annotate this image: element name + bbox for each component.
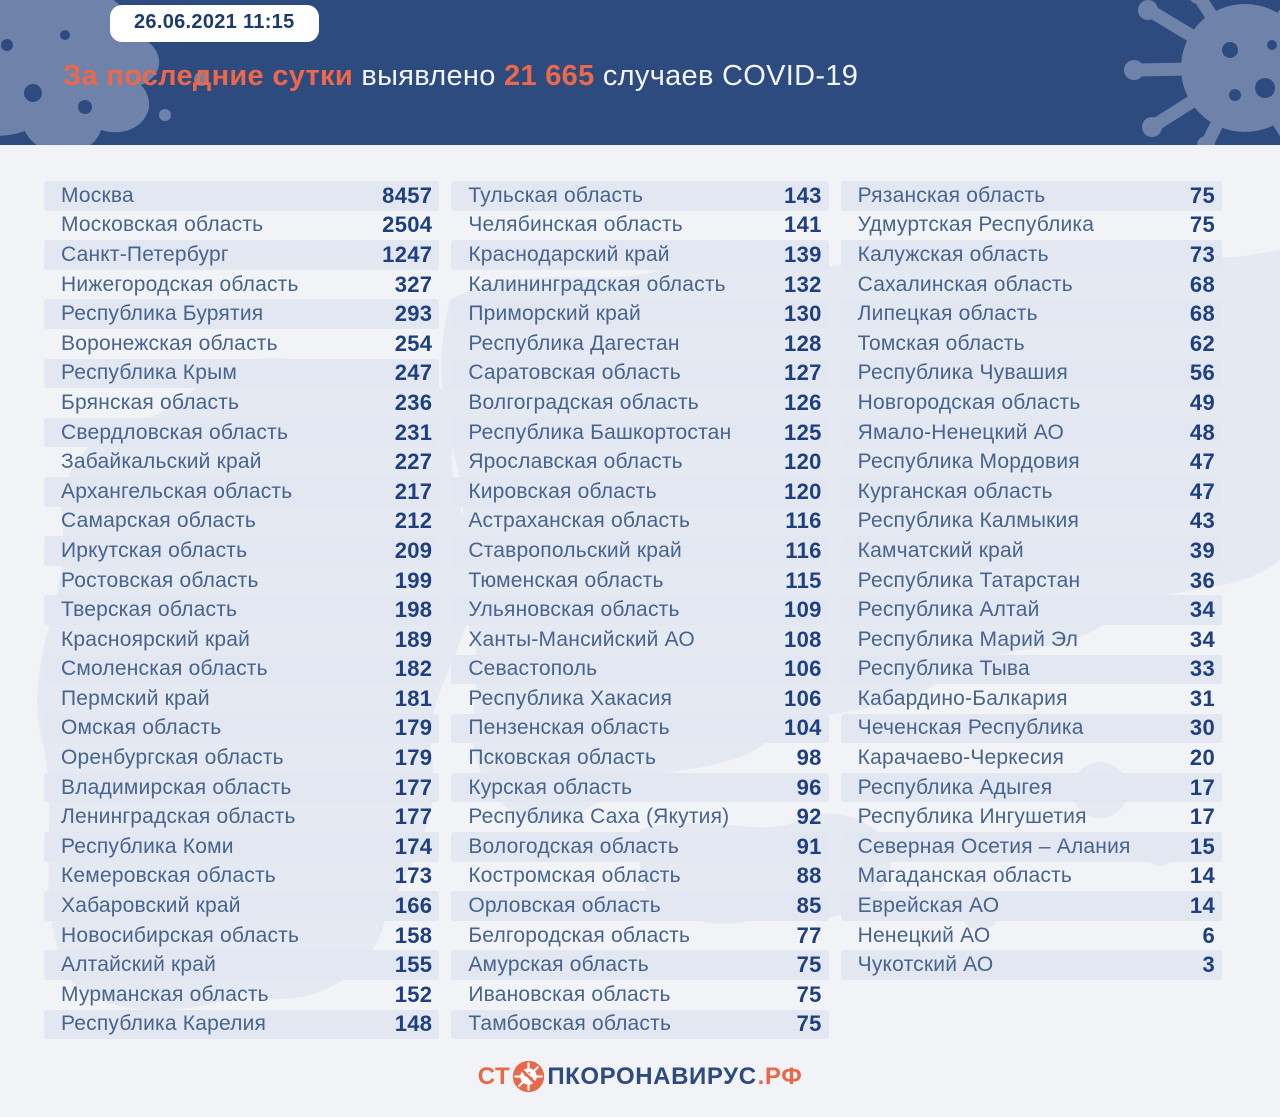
table-row <box>841 270 1222 300</box>
region-value: 227 <box>394 449 433 475</box>
region-name: Белгородская область <box>468 923 691 947</box>
table-row <box>451 536 828 566</box>
region-value: 231 <box>394 419 433 445</box>
table-row <box>841 891 1222 921</box>
region-value: 17 <box>1189 804 1215 830</box>
region-value: 15 <box>1189 833 1215 859</box>
table-row <box>44 802 439 832</box>
table-row <box>44 1010 439 1040</box>
region-name: Республика Коми <box>61 834 234 858</box>
region-name: Тверская область <box>61 598 238 622</box>
region-value: 75 <box>796 1011 822 1037</box>
region-name: Кемеровская область <box>61 864 276 888</box>
region-value: 254 <box>394 330 433 356</box>
region-name: Кабардино-Балкария <box>857 686 1068 710</box>
region-name: Иркутская область <box>61 538 248 562</box>
headline-suffix: случаев COVID-19 <box>602 60 859 92</box>
region-name: Вологодская область <box>468 834 679 858</box>
region-name: Карачаево-Черкесия <box>857 746 1065 770</box>
table-row <box>841 714 1222 744</box>
region-name: Ивановская область <box>468 982 671 1006</box>
region-name: Ставропольский край <box>468 538 682 562</box>
region-value: 31 <box>1189 685 1215 711</box>
region-value: 106 <box>784 685 822 711</box>
region-name: Краснодарский край <box>468 242 670 266</box>
table-row <box>44 299 439 329</box>
region-name: Республика Бурятия <box>61 302 264 326</box>
regions-table <box>44 181 1222 1039</box>
table-row <box>44 211 439 241</box>
region-value: 47 <box>1189 478 1215 504</box>
region-name: Республика Мордовия <box>857 450 1080 474</box>
table-row <box>451 743 828 773</box>
region-value: 85 <box>796 893 822 919</box>
region-value: 198 <box>394 597 433 623</box>
region-name: Воронежская область <box>61 331 278 355</box>
region-name: Ярославская область <box>468 450 683 474</box>
region-name: Ненецкий АО <box>857 923 991 947</box>
region-name: Севастополь <box>468 657 598 681</box>
region-name: Республика Адыгея <box>857 775 1053 799</box>
region-value: 47 <box>1189 449 1215 475</box>
region-value: 182 <box>394 656 433 682</box>
table-row <box>44 447 439 477</box>
region-value: 17 <box>1189 774 1215 800</box>
region-value: 116 <box>785 537 822 563</box>
table-row <box>44 655 439 685</box>
region-name: Липецкая область <box>857 302 1038 326</box>
region-name: Псковская область <box>468 746 657 770</box>
table-row <box>841 329 1222 359</box>
region-name: Ханты-Мансийский АО <box>468 627 695 651</box>
table-row <box>841 595 1222 625</box>
region-name: Свердловская область <box>61 420 289 444</box>
table-row <box>451 240 828 270</box>
region-value: 293 <box>394 301 433 327</box>
region-value: 173 <box>394 863 433 889</box>
region-value: 36 <box>1189 567 1215 593</box>
table-row <box>451 832 828 862</box>
region-value: 130 <box>784 301 822 327</box>
footer <box>0 1060 1280 1093</box>
table-row <box>841 477 1222 507</box>
date-badge <box>110 5 319 42</box>
table-row <box>451 211 828 241</box>
region-value: 179 <box>394 745 433 771</box>
region-value: 56 <box>1189 360 1215 386</box>
region-value: 199 <box>394 567 433 593</box>
table-row <box>44 359 439 389</box>
table-row <box>841 507 1222 537</box>
table-row <box>451 299 828 329</box>
region-name: Рязанская область <box>857 183 1046 207</box>
region-name: Пензенская область <box>468 716 670 740</box>
table-row <box>451 595 828 625</box>
region-name: Ульяновская область <box>468 598 680 622</box>
region-value: 120 <box>784 478 822 504</box>
regions-column-2 <box>451 181 828 1039</box>
table-row <box>841 566 1222 596</box>
region-value: 33 <box>1189 656 1215 682</box>
table-row <box>451 891 828 921</box>
region-name: Чукотский АО <box>857 953 994 977</box>
region-name: Ленинградская область <box>61 805 296 829</box>
table-row <box>841 359 1222 389</box>
table-row <box>44 507 439 537</box>
logo-prefix: СТ <box>477 1062 511 1090</box>
region-value: 174 <box>394 833 433 859</box>
region-name: Удмуртская Республика <box>857 213 1095 237</box>
region-value: 179 <box>394 715 433 741</box>
region-name: Мурманская область <box>61 982 269 1006</box>
region-value: 166 <box>394 893 433 919</box>
region-value: 3 <box>1202 952 1215 978</box>
region-value: 92 <box>796 804 822 830</box>
table-row <box>44 536 439 566</box>
region-name: Курганская область <box>857 479 1053 503</box>
region-name: Магаданская область <box>857 864 1073 888</box>
region-value: 143 <box>784 182 822 208</box>
region-value: 158 <box>394 922 433 948</box>
table-row <box>841 684 1222 714</box>
table-row <box>451 980 828 1010</box>
region-name: Санкт-Петербург <box>61 242 229 266</box>
table-row <box>451 329 828 359</box>
region-value: 209 <box>394 537 433 563</box>
region-name: Костромская область <box>468 864 681 888</box>
region-value: 6 <box>1202 922 1215 948</box>
region-name: Республика Карелия <box>61 1012 267 1036</box>
headline <box>63 60 858 93</box>
region-value: 91 <box>796 833 822 859</box>
table-row <box>451 507 828 537</box>
table-row <box>841 921 1222 951</box>
region-name: Саратовская область <box>468 361 681 385</box>
region-value: 177 <box>394 774 433 800</box>
header-banner <box>0 0 1280 145</box>
table-row <box>44 862 439 892</box>
region-name: Забайкальский край <box>61 450 262 474</box>
table-row <box>44 684 439 714</box>
table-row <box>841 211 1222 241</box>
table-row <box>451 921 828 951</box>
region-name: Калининградская область <box>468 272 726 296</box>
table-row <box>841 181 1222 211</box>
region-name: Республика Дагестан <box>468 331 680 355</box>
region-name: Тульская область <box>468 183 644 207</box>
region-name: Оренбургская область <box>61 746 284 770</box>
region-name: Алтайский край <box>61 953 217 977</box>
region-value: 34 <box>1189 597 1215 623</box>
region-value: 104 <box>784 715 822 741</box>
region-name: Камчатский край <box>857 538 1024 562</box>
region-name: Томская область <box>857 331 1025 355</box>
region-name: Республика Алтай <box>857 598 1040 622</box>
region-value: 14 <box>1189 893 1215 919</box>
region-value: 77 <box>796 922 822 948</box>
headline-middle: выявлено <box>361 60 496 92</box>
region-name: Тамбовская область <box>468 1012 672 1036</box>
region-value: 212 <box>394 508 433 534</box>
region-value: 115 <box>785 567 822 593</box>
region-value: 236 <box>394 389 433 415</box>
region-name: Республика Татарстан <box>857 568 1081 592</box>
region-value: 96 <box>796 774 822 800</box>
region-value: 49 <box>1189 389 1215 415</box>
headline-count: 21 665 <box>504 60 595 92</box>
table-row <box>44 181 439 211</box>
region-value: 247 <box>394 360 433 386</box>
region-name: Хабаровский край <box>61 894 241 918</box>
region-value: 8457 <box>382 182 433 208</box>
stopcoronavirus-logo <box>478 1060 803 1093</box>
table-row <box>451 773 828 803</box>
region-value: 43 <box>1189 508 1215 534</box>
region-value: 128 <box>784 330 822 356</box>
table-row <box>44 477 439 507</box>
region-value: 148 <box>394 1011 433 1037</box>
region-name: Еврейская АО <box>857 894 1000 918</box>
table-row <box>44 921 439 951</box>
region-value: 152 <box>394 981 433 1007</box>
table-row <box>841 655 1222 685</box>
region-name: Смоленская область <box>61 657 268 681</box>
region-value: 141 <box>784 212 822 238</box>
table-row <box>44 418 439 448</box>
table-row <box>841 862 1222 892</box>
region-value: 177 <box>394 804 433 830</box>
no-virus-icon <box>512 1060 545 1093</box>
region-name: Московская область <box>61 213 264 237</box>
table-row <box>44 832 439 862</box>
region-value: 132 <box>784 271 822 297</box>
table-row <box>451 625 828 655</box>
region-name: Амурская область <box>468 953 649 977</box>
region-value: 88 <box>796 863 822 889</box>
table-row <box>44 388 439 418</box>
table-row <box>841 447 1222 477</box>
region-name: Республика Марий Эл <box>857 627 1079 651</box>
region-name: Новосибирская область <box>61 923 300 947</box>
logo-suffix: .РФ <box>757 1062 803 1090</box>
region-value: 73 <box>1189 241 1215 267</box>
region-name: Приморский край <box>468 302 641 326</box>
table-row <box>44 625 439 655</box>
regions-column-3 <box>841 181 1222 1039</box>
region-name: Республика Саха (Якутия) <box>468 805 730 829</box>
region-value: 30 <box>1189 715 1215 741</box>
region-value: 1247 <box>382 241 433 267</box>
region-value: 217 <box>394 478 433 504</box>
table-row <box>44 270 439 300</box>
table-row <box>451 181 828 211</box>
region-value: 126 <box>784 389 822 415</box>
region-value: 109 <box>784 597 822 623</box>
region-name: Кировская область <box>468 479 657 503</box>
table-row <box>451 950 828 980</box>
table-row <box>44 329 439 359</box>
table-row <box>841 536 1222 566</box>
region-value: 98 <box>796 745 822 771</box>
table-row <box>44 566 439 596</box>
table-row <box>44 743 439 773</box>
region-value: 189 <box>394 626 433 652</box>
region-value: 39 <box>1189 537 1215 563</box>
region-name: Москва <box>61 183 134 207</box>
region-name: Ямало-Ненецкий АО <box>857 420 1065 444</box>
region-value: 62 <box>1189 330 1215 356</box>
table-row <box>841 418 1222 448</box>
region-name: Орловская область <box>468 894 661 918</box>
table-row <box>451 418 828 448</box>
table-row <box>841 950 1222 980</box>
region-name: Курская область <box>468 775 633 799</box>
headline-highlight: За последние сутки <box>63 60 353 92</box>
region-name: Ростовская область <box>61 568 259 592</box>
region-value: 48 <box>1189 419 1215 445</box>
region-name: Челябинская область <box>468 213 683 237</box>
table-row <box>451 270 828 300</box>
region-value: 120 <box>784 449 822 475</box>
region-name: Республика Ингушетия <box>857 805 1087 829</box>
region-name: Чеченская Республика <box>857 716 1084 740</box>
table-row <box>44 595 439 625</box>
region-value: 139 <box>784 241 822 267</box>
table-row <box>841 240 1222 270</box>
region-name: Астраханская область <box>468 509 691 533</box>
table-row <box>44 240 439 270</box>
region-name: Владимирская область <box>61 775 292 799</box>
table-row <box>451 802 828 832</box>
region-name: Республика Тыва <box>857 657 1030 681</box>
region-name: Пермский край <box>61 686 210 710</box>
region-name: Республика Крым <box>61 361 238 385</box>
region-value: 14 <box>1189 863 1215 889</box>
region-name: Омская область <box>61 716 222 740</box>
date-badge-label: 26.06.2021 11:15 <box>134 11 295 33</box>
table-row <box>841 743 1222 773</box>
table-row <box>841 773 1222 803</box>
region-value: 34 <box>1189 626 1215 652</box>
table-row <box>451 714 828 744</box>
region-value: 127 <box>784 360 822 386</box>
table-row <box>44 714 439 744</box>
region-value: 75 <box>1189 212 1215 238</box>
table-row <box>841 299 1222 329</box>
regions-column-1 <box>44 181 439 1039</box>
table-row <box>44 773 439 803</box>
region-name: Волгоградская область <box>468 390 699 414</box>
region-value: 20 <box>1189 745 1215 771</box>
region-name: Калужская область <box>857 242 1049 266</box>
region-value: 68 <box>1189 301 1215 327</box>
region-value: 181 <box>394 685 433 711</box>
table-row <box>451 684 828 714</box>
region-name: Новгородская область <box>857 390 1081 414</box>
region-name: Красноярский край <box>61 627 251 651</box>
logo-middle: ПКОРОНАВИРУС <box>547 1062 757 1090</box>
table-row <box>451 1010 828 1040</box>
region-value: 116 <box>785 508 822 534</box>
region-name: Сахалинская область <box>857 272 1073 296</box>
table-row <box>841 802 1222 832</box>
region-value: 125 <box>784 419 822 445</box>
table-row <box>451 477 828 507</box>
region-value: 2504 <box>382 212 433 238</box>
region-name: Самарская область <box>61 509 257 533</box>
table-row <box>451 655 828 685</box>
region-value: 75 <box>796 981 822 1007</box>
region-name: Республика Чувашия <box>857 361 1068 385</box>
region-value: 75 <box>1189 182 1215 208</box>
region-value: 327 <box>394 271 433 297</box>
region-name: Республика Башкортостан <box>468 420 732 444</box>
region-value: 106 <box>784 656 822 682</box>
table-row <box>451 388 828 418</box>
region-name: Республика Калмыкия <box>857 509 1080 533</box>
region-name: Брянская область <box>61 390 240 414</box>
table-row <box>841 832 1222 862</box>
region-value: 155 <box>394 952 433 978</box>
region-name: Нижегородская область <box>61 272 299 296</box>
region-value: 75 <box>796 952 822 978</box>
table-row <box>451 862 828 892</box>
region-value: 108 <box>784 626 822 652</box>
table-row <box>44 891 439 921</box>
region-value: 68 <box>1189 271 1215 297</box>
region-name: Архангельская область <box>61 479 293 503</box>
table-row <box>44 980 439 1010</box>
region-name: Республика Хакасия <box>468 686 673 710</box>
region-name: Северная Осетия – Алания <box>857 834 1131 858</box>
table-row <box>841 388 1222 418</box>
region-name: Тюменская область <box>468 568 664 592</box>
table-row <box>451 566 828 596</box>
table-row <box>44 950 439 980</box>
table-row <box>451 447 828 477</box>
virus-blob-right-icon <box>1080 0 1280 145</box>
table-row <box>451 359 828 389</box>
table-row <box>841 625 1222 655</box>
